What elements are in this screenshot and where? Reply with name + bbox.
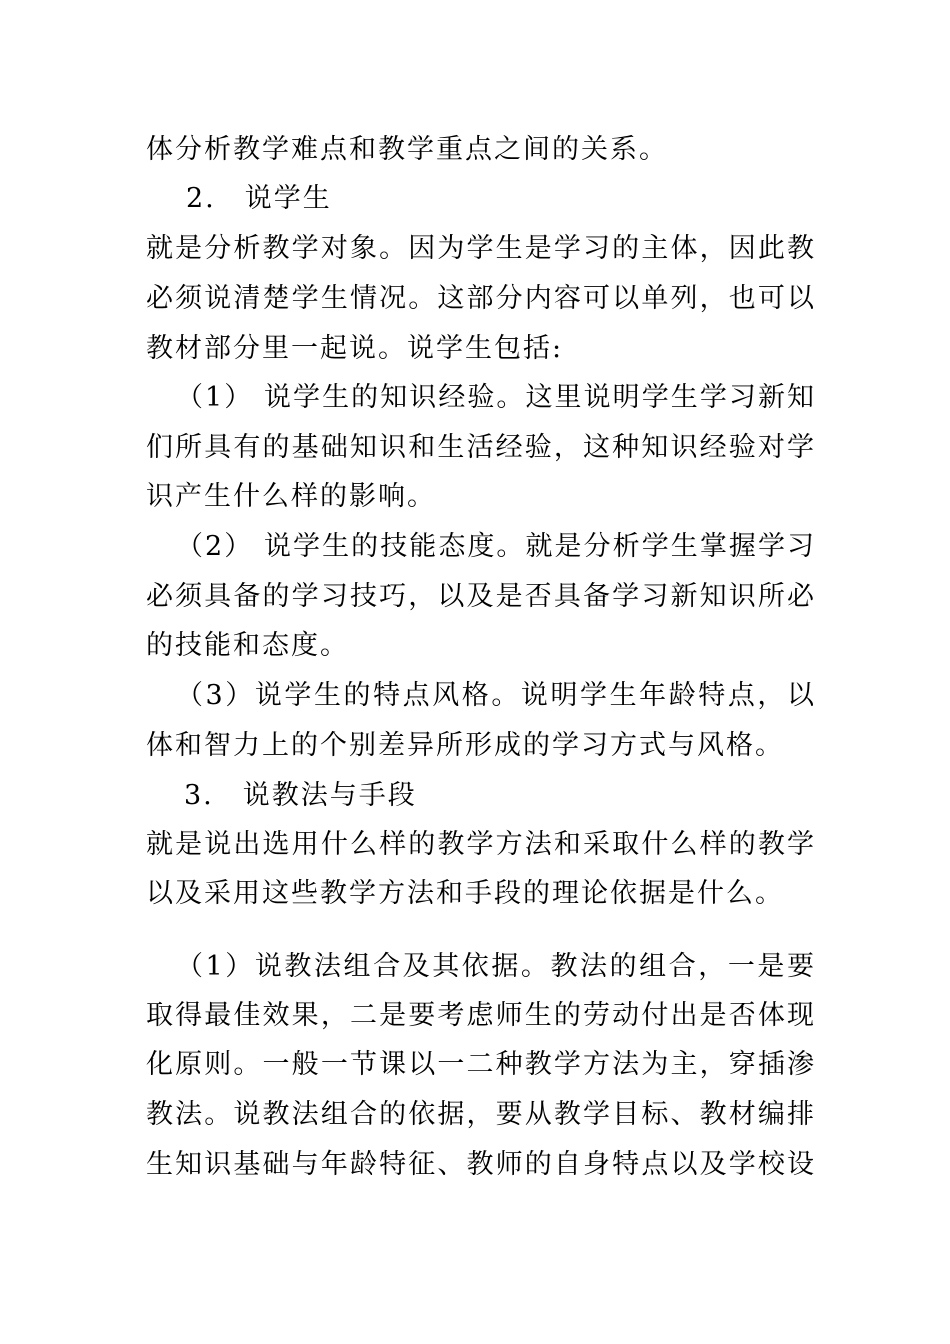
text-line: 以及采用这些教学方法和手段的理论依据是什么。 [146, 878, 784, 909]
list-item-text: （3）说学生的特点风格。说明学生年龄特点，以 [176, 680, 816, 711]
text-line: 们所具有的基础知识和生活经验，这种知识经验对学 [146, 432, 816, 463]
text-line: 体和智力上的个别差异所形成的学习方式与风格。 [146, 730, 784, 761]
text-line: 必须具备的学习技巧，以及是否具备学习新知识所必 [146, 581, 816, 612]
list-item-text: （2） 说学生的技能态度。就是分析学生掌握学习 [176, 531, 816, 562]
list-item-text: （1）说教法组合及其依据。教法的组合，一是要 [176, 951, 816, 982]
text-line: 就是说出选用什么样的教学方法和采取什么样的教学 [146, 829, 816, 860]
text-line: 教法。说教法组合的依据，要从教学目标、教材编排 [146, 1099, 816, 1130]
text-line: 必须说清楚学生情况。这部分内容可以单列，也可以 [146, 283, 816, 314]
section-heading: 2. 说学生 [186, 183, 332, 214]
text-line: 的技能和态度。 [146, 630, 349, 661]
list-item-text: （1） 说学生的知识经验。这里说明学生学习新知 [176, 382, 816, 413]
text-line: 化原则。一般一节课以一二种教学方法为主，穿插渗 [146, 1049, 816, 1080]
text-line: 识产生什么样的影响。 [146, 481, 436, 512]
text-line: 教材部分里一起说。说学生包括: [146, 333, 564, 364]
text-line: 取得最佳效果，二是要考虑师生的劳动付出是否体现 [146, 1000, 816, 1031]
text-line: 体分析教学难点和教学重点之间的关系。 [146, 134, 668, 165]
section-heading: 3. 说教法与手段 [184, 780, 417, 811]
text-line: 生知识基础与年龄特征、教师的自身特点以及学校设 [146, 1149, 816, 1180]
text-line: 就是分析教学对象。因为学生是学习的主体，因此教 [146, 233, 816, 264]
